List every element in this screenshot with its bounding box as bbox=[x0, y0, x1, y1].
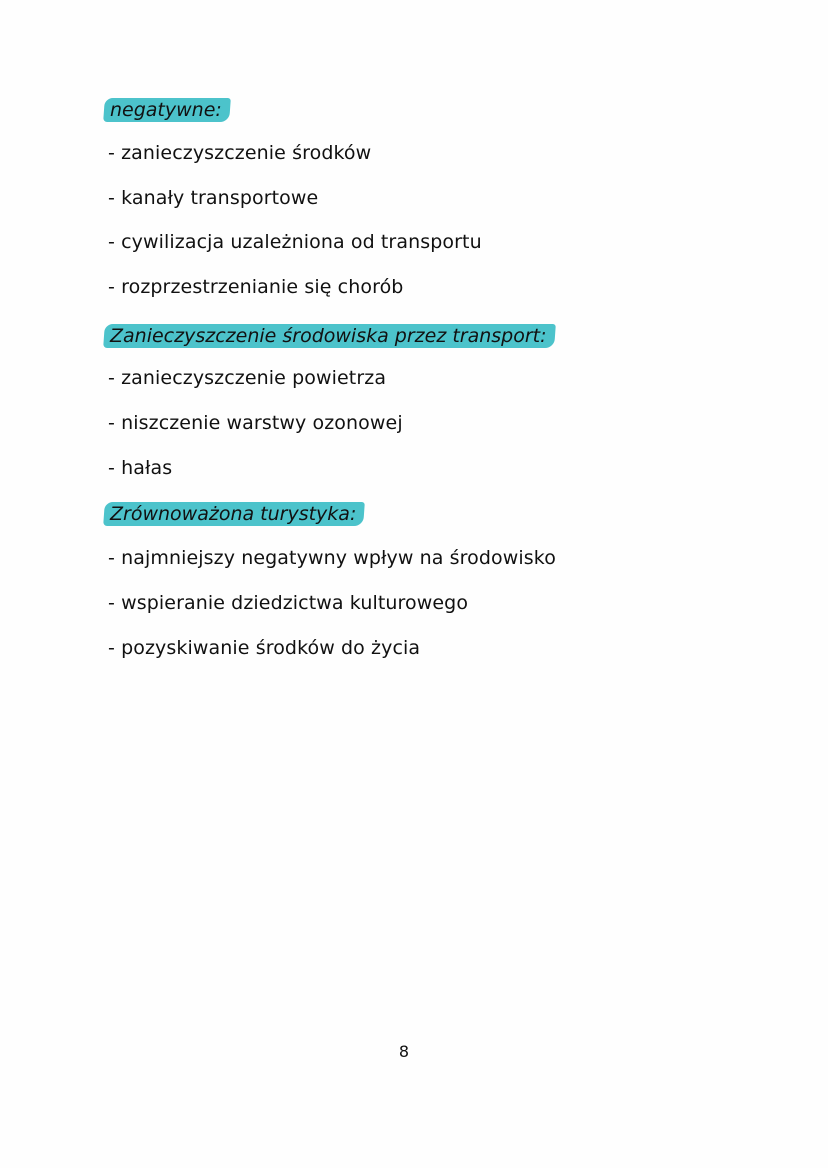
list-item-sustainable-1: - najmniejszy negatywny wpływ na środowisko bbox=[108, 547, 556, 569]
list-item-sustainable-2: - wspieranie dziedzictwa kulturowego bbox=[108, 592, 469, 614]
list-item-sustainable-3: - pozyskiwanie środków do życia bbox=[108, 637, 421, 659]
page-number: 8 bbox=[398, 1042, 410, 1061]
heading-pollution-text: Zanieczyszczenie środowiska przez transport: bbox=[110, 325, 547, 347]
list-item-pollution-2: - niszczenie warstwy ozonowej bbox=[108, 412, 403, 434]
heading-negative-text: negatywne: bbox=[110, 99, 222, 121]
list-item-pollution-3: - hałas bbox=[108, 457, 173, 479]
list-item-negative-4: - rozprzestrzenianie się chorób bbox=[108, 276, 404, 298]
highlighted-heading-negative bbox=[103, 98, 230, 122]
list-item-pollution-1: - zanieczyszczenie powietrza bbox=[108, 367, 387, 389]
heading-sustainable-text: Zrównoważona turystyka: bbox=[110, 503, 357, 525]
highlighted-heading-pollution bbox=[103, 324, 555, 348]
list-item-negative-2: - kanały transportowe bbox=[108, 187, 319, 209]
list-item-negative-3: - cywilizacja uzależniona od transportu bbox=[108, 231, 482, 253]
list-item-negative-1: - zanieczyszczenie środków bbox=[108, 142, 372, 164]
highlighted-heading-sustainable bbox=[103, 502, 365, 526]
